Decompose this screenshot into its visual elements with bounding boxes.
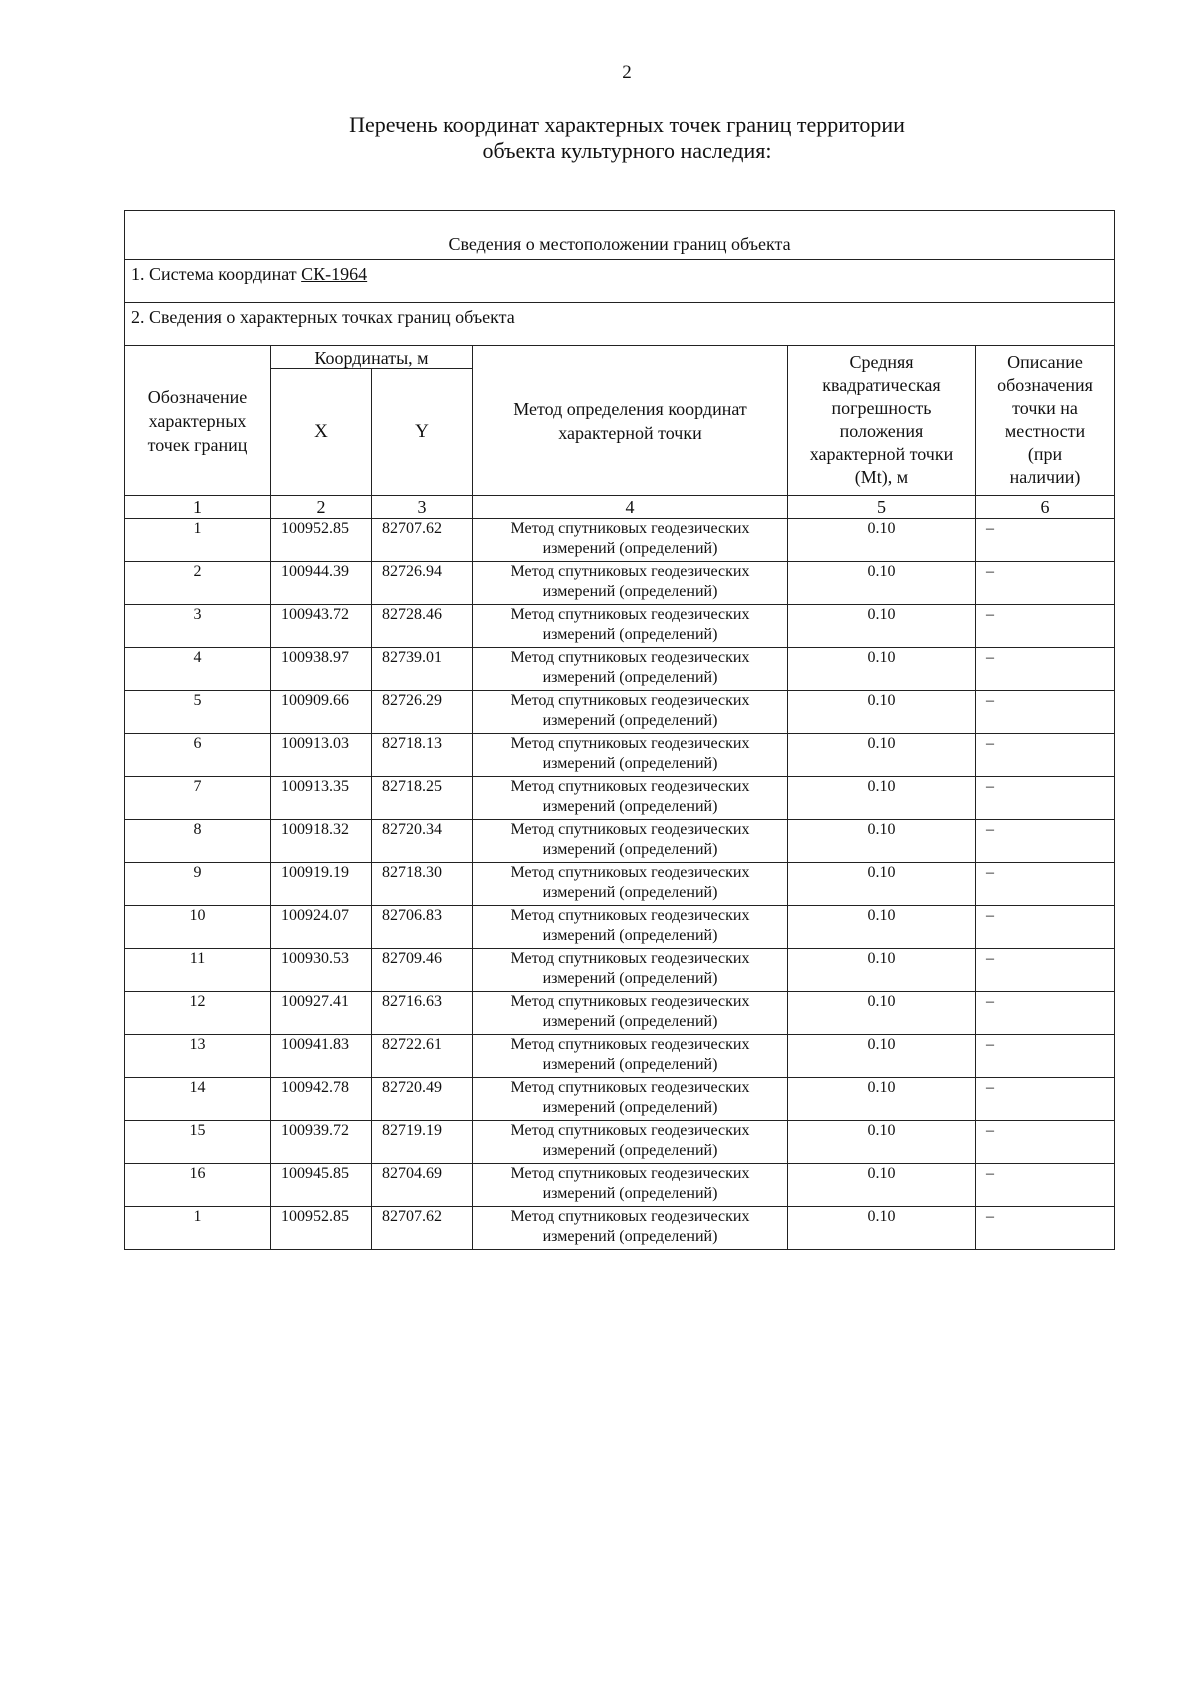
header-text: погрешность <box>831 398 932 418</box>
cell-point: 14 <box>125 1078 271 1121</box>
header-text: (Mt), м <box>854 467 909 487</box>
cell-point: 6 <box>125 734 271 777</box>
table-row <box>125 562 1115 605</box>
column-number: 3 <box>372 496 473 519</box>
cell-x: 100919.19 <box>271 863 372 906</box>
header-x: X <box>271 369 372 496</box>
header-text: точки на <box>1012 398 1078 418</box>
column-number: 5 <box>788 496 976 519</box>
title-line-2: объекта культурного наследия: <box>482 138 772 163</box>
cell-method <box>473 562 788 605</box>
method-line: Метод спутниковых геодезических <box>510 1079 750 1096</box>
cell-x: 100941.83 <box>271 1035 372 1078</box>
title-line-1: Перечень координат характерных точек границ территории <box>349 112 905 137</box>
cell-method <box>473 777 788 820</box>
method-line: Метод спутниковых геодезических <box>510 821 750 838</box>
cell-point: 16 <box>125 1164 271 1207</box>
header-description <box>976 346 1115 496</box>
header-text: характерных <box>148 410 247 431</box>
cell-error: 0.10 <box>788 906 976 949</box>
cell-description: – <box>976 1078 1115 1121</box>
method-line: Метод спутниковых геодезических <box>510 563 750 580</box>
cell-x: 100943.72 <box>271 605 372 648</box>
cell-description: – <box>976 949 1115 992</box>
cell-x: 100924.07 <box>271 906 372 949</box>
column-number: 2 <box>271 496 372 519</box>
cell-method <box>473 648 788 691</box>
header-text: (при <box>1027 444 1063 464</box>
table-row <box>125 1121 1115 1164</box>
cell-method <box>473 605 788 648</box>
cell-point: 15 <box>125 1121 271 1164</box>
cell-x: 100913.35 <box>271 777 372 820</box>
cell-point: 8 <box>125 820 271 863</box>
cell-method <box>473 691 788 734</box>
cell-point: 1 <box>125 519 271 562</box>
method-line: измерений (определений) <box>542 970 718 987</box>
header-point-designation <box>125 346 271 496</box>
cell-description: – <box>976 863 1115 906</box>
cell-error: 0.10 <box>788 992 976 1035</box>
header-text: местности <box>1004 421 1086 441</box>
cell-x: 100927.41 <box>271 992 372 1035</box>
cell-y: 82704.69 <box>372 1164 473 1207</box>
cell-error: 0.10 <box>788 519 976 562</box>
cell-x: 100952.85 <box>271 519 372 562</box>
cell-method <box>473 1121 788 1164</box>
cell-x: 100913.03 <box>271 734 372 777</box>
method-line: Метод спутниковых геодезических <box>510 606 750 623</box>
cell-description: – <box>976 820 1115 863</box>
cell-y: 82719.19 <box>372 1121 473 1164</box>
cell-description: – <box>976 1164 1115 1207</box>
cell-y: 82726.29 <box>372 691 473 734</box>
cell-y: 82726.94 <box>372 562 473 605</box>
table-row <box>125 1207 1115 1250</box>
cell-point: 4 <box>125 648 271 691</box>
cell-method <box>473 906 788 949</box>
cell-description: – <box>976 992 1115 1035</box>
method-line: измерений (определений) <box>542 626 718 643</box>
method-line: Метод спутниковых геодезических <box>510 692 750 709</box>
cell-description: – <box>976 605 1115 648</box>
method-line: Метод спутниковых геодезических <box>510 950 750 967</box>
cell-error: 0.10 <box>788 863 976 906</box>
method-line: измерений (определений) <box>542 841 718 858</box>
method-line: измерений (определений) <box>542 712 718 729</box>
method-line: измерений (определений) <box>542 540 718 557</box>
header-text: характерной точки <box>809 444 954 464</box>
cell-method <box>473 820 788 863</box>
cell-description: – <box>976 777 1115 820</box>
cell-x: 100944.39 <box>271 562 372 605</box>
cell-error: 0.10 <box>788 777 976 820</box>
cell-x: 100942.78 <box>271 1078 372 1121</box>
cell-description: – <box>976 734 1115 777</box>
table-row <box>125 691 1115 734</box>
header-method <box>473 346 788 496</box>
cell-x: 100938.97 <box>271 648 372 691</box>
cell-point: 11 <box>125 949 271 992</box>
cell-y: 82739.01 <box>372 648 473 691</box>
cell-y: 82718.13 <box>372 734 473 777</box>
cell-point: 5 <box>125 691 271 734</box>
cell-error: 0.10 <box>788 1207 976 1250</box>
cell-method <box>473 1164 788 1207</box>
cell-y: 82707.62 <box>372 1207 473 1250</box>
method-line: измерений (определений) <box>542 927 718 944</box>
cell-x: 100909.66 <box>271 691 372 734</box>
method-line: измерений (определений) <box>542 884 718 901</box>
cell-method <box>473 1207 788 1250</box>
cell-y: 82718.25 <box>372 777 473 820</box>
cell-method <box>473 949 788 992</box>
cell-x: 100939.72 <box>271 1121 372 1164</box>
cell-method <box>473 863 788 906</box>
method-line: измерений (определений) <box>542 669 718 686</box>
method-line: измерений (определений) <box>542 1142 718 1159</box>
cell-y: 82707.62 <box>372 519 473 562</box>
cell-point: 9 <box>125 863 271 906</box>
method-line: Метод спутниковых геодезических <box>510 864 750 881</box>
method-line: измерений (определений) <box>542 798 718 815</box>
method-line: Метод спутниковых геодезических <box>510 1122 750 1139</box>
cell-error: 0.10 <box>788 605 976 648</box>
points-section-line: 2. Сведения о характерных точках границ объекта <box>125 303 1115 346</box>
cell-description: – <box>976 519 1115 562</box>
cell-error: 0.10 <box>788 1121 976 1164</box>
column-number: 4 <box>473 496 788 519</box>
cell-point: 2 <box>125 562 271 605</box>
cell-point: 7 <box>125 777 271 820</box>
method-line: Метод спутниковых геодезических <box>510 1165 750 1182</box>
cell-x: 100952.85 <box>271 1207 372 1250</box>
page-number: 2 <box>622 62 632 83</box>
method-line: Метод спутниковых геодезических <box>510 735 750 752</box>
method-line: Метод спутниковых геодезических <box>510 993 750 1010</box>
table-row <box>125 949 1115 992</box>
cell-description: – <box>976 906 1115 949</box>
cell-error: 0.10 <box>788 1078 976 1121</box>
cell-y: 82728.46 <box>372 605 473 648</box>
cell-error: 0.10 <box>788 562 976 605</box>
cell-method <box>473 1035 788 1078</box>
document-title <box>0 112 1200 164</box>
method-line: Метод спутниковых геодезических <box>510 520 750 537</box>
method-line: измерений (определений) <box>542 755 718 772</box>
table-row <box>125 906 1115 949</box>
method-line: измерений (определений) <box>542 583 718 600</box>
column-number-row <box>125 496 1115 519</box>
header-text: наличии) <box>1009 467 1081 487</box>
table-row <box>125 863 1115 906</box>
header-text: характерной точки <box>558 422 702 443</box>
table-row <box>125 1035 1115 1078</box>
header-text: Обозначение <box>147 386 248 407</box>
method-line: Метод спутниковых геодезических <box>510 649 750 666</box>
header-coordinates: Координаты, м <box>271 346 473 369</box>
method-line: измерений (определений) <box>542 1013 718 1030</box>
table-row <box>125 992 1115 1035</box>
method-line: измерений (определений) <box>542 1056 718 1073</box>
header-text: квадратическая <box>822 375 941 395</box>
cell-description: – <box>976 1121 1115 1164</box>
cell-y: 82720.34 <box>372 820 473 863</box>
cell-x: 100945.85 <box>271 1164 372 1207</box>
table-row <box>125 605 1115 648</box>
header-text: Описание <box>1007 352 1083 372</box>
method-line: измерений (определений) <box>542 1185 718 1202</box>
cell-y: 82706.83 <box>372 906 473 949</box>
table-row <box>125 820 1115 863</box>
coordinates-table <box>124 210 1115 1250</box>
column-number: 6 <box>976 496 1115 519</box>
header-y: Y <box>372 369 473 496</box>
header-text: Метод определения координат <box>513 398 747 419</box>
cell-x: 100930.53 <box>271 949 372 992</box>
cell-y: 82718.30 <box>372 863 473 906</box>
table-row <box>125 1078 1115 1121</box>
cell-point: 1 <box>125 1207 271 1250</box>
cell-description: – <box>976 648 1115 691</box>
cell-description: – <box>976 1207 1115 1250</box>
coord-system-value: СК-1964 <box>301 264 368 284</box>
method-line: Метод спутниковых геодезических <box>510 907 750 924</box>
method-line: Метод спутниковых геодезических <box>510 778 750 795</box>
method-line: Метод спутниковых геодезических <box>510 1208 750 1225</box>
cell-error: 0.10 <box>788 691 976 734</box>
table-row <box>125 519 1115 562</box>
cell-description: – <box>976 1035 1115 1078</box>
cell-point: 13 <box>125 1035 271 1078</box>
cell-x: 100918.32 <box>271 820 372 863</box>
section-header: Сведения о местоположении границ объекта <box>125 211 1115 260</box>
cell-y: 82722.61 <box>372 1035 473 1078</box>
cell-y: 82720.49 <box>372 1078 473 1121</box>
cell-description: – <box>976 691 1115 734</box>
coord-system-line <box>125 260 1115 303</box>
header-text: обозначения <box>997 375 1093 395</box>
cell-error: 0.10 <box>788 949 976 992</box>
cell-description: – <box>976 562 1115 605</box>
header-text: Средняя <box>849 352 914 372</box>
method-line: измерений (определений) <box>542 1228 718 1245</box>
header-text: положения <box>839 421 924 441</box>
cell-error: 0.10 <box>788 1164 976 1207</box>
header-error <box>788 346 976 496</box>
coord-system-label: 1. Система координат <box>131 264 302 284</box>
cell-method <box>473 1078 788 1121</box>
cell-method <box>473 519 788 562</box>
cell-point: 3 <box>125 605 271 648</box>
cell-y: 82709.46 <box>372 949 473 992</box>
table-row <box>125 777 1115 820</box>
method-line: измерений (определений) <box>542 1099 718 1116</box>
cell-y: 82716.63 <box>372 992 473 1035</box>
cell-point: 10 <box>125 906 271 949</box>
cell-error: 0.10 <box>788 820 976 863</box>
cell-error: 0.10 <box>788 648 976 691</box>
column-number: 1 <box>125 496 271 519</box>
table-row <box>125 648 1115 691</box>
header-text: точек границ <box>147 434 248 455</box>
cell-method <box>473 734 788 777</box>
table-row <box>125 734 1115 777</box>
cell-error: 0.10 <box>788 1035 976 1078</box>
cell-method <box>473 992 788 1035</box>
method-line: Метод спутниковых геодезических <box>510 1036 750 1053</box>
cell-point: 12 <box>125 992 271 1035</box>
cell-error: 0.10 <box>788 734 976 777</box>
table-row <box>125 1164 1115 1207</box>
